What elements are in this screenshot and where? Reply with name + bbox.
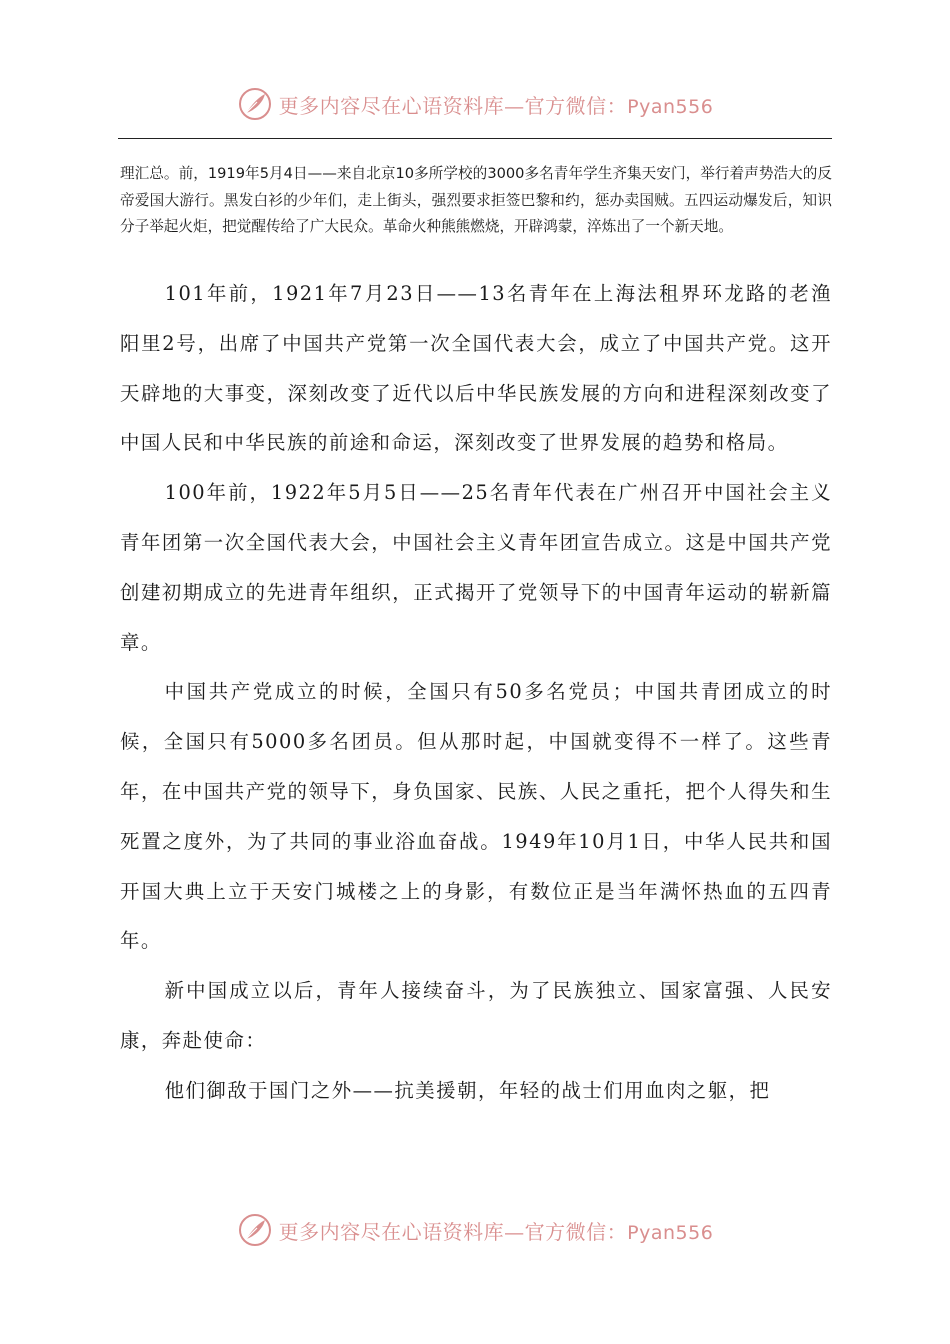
banner-label: 更多内容尽在心语资料库—官方微信： bbox=[278, 1219, 628, 1244]
banner-text bbox=[279, 1216, 714, 1245]
banner-text bbox=[279, 90, 714, 119]
document-body bbox=[120, 269, 832, 1116]
paragraph: 中国共产党成立的时候，全国只有50多名党员；中国共青团成立的时候，全国只有5000多名团员。但从那时起，中国就变得不一样了。这些青年，在中国共产党的领导下，身负国家、民族、人民之重托，把个人得失和生死置之度外，为了共同的事业浴血奋战。1949年10月1日，中华人民共和国开国大典上立于天安门城楼之上的身影，有数位正是当年满怀热血的五四青年。 bbox=[120, 680, 832, 953]
banner-label: 更多内容尽在心语资料库—官方微信： bbox=[278, 93, 628, 118]
wechat-handle: Pyan556 bbox=[627, 95, 714, 118]
paragraph: 他们御敌于国门之外——抗美援朝，年轻的战士们用血肉之躯，把 bbox=[164, 1078, 771, 1102]
footer-banner bbox=[0, 1210, 950, 1250]
paragraph: 101年前，1921年7月23日——13名青年在上海法租界环龙路的老渔阳里2号，出席了中国共产党第一次全国代表大会，成立了中国共产党。这开天辟地的大事变，深刻改变了近代以后中华民族发展的方向和进程深刻改变了中国人民和中华民族的前途和命运，深刻改变了世界发展的趋势和格局。 bbox=[120, 282, 832, 455]
feather-pen-icon bbox=[237, 86, 273, 122]
header-banner bbox=[0, 84, 950, 124]
wechat-handle: Pyan556 bbox=[627, 1221, 714, 1244]
lead-paragraph: 理汇总。前，1919年5月4日——来自北京10多所学校的3000多名青年学生齐集天安门，举行着声势浩大的反帝爱国大游行。黑发白衫的少年们，走上街头，强烈要求拒签巴黎和约，惩办卖国贼。五四运动爆发后，知识分子举起火炬，把觉醒传给了广大民众。革命火种熊熊燃烧，开辟鸿蒙，淬炼出了一个新天地。 bbox=[120, 165, 832, 235]
paragraph: 新中国成立以后，青年人接续奋斗，为了民族独立、国家富强、人民安康，奔赴使命： bbox=[120, 979, 832, 1052]
paragraph: 100年前，1922年5月5日——25名青年代表在广州召开中国社会主义青年团第一次全国代表大会，中国社会主义青年团宣告成立。这是中国共产党创建初期成立的先进青年组织，正式揭开了党领导下的中国青年运动的崭新篇章。 bbox=[120, 481, 832, 654]
header-rule bbox=[118, 138, 832, 139]
feather-pen-icon bbox=[237, 1212, 273, 1248]
